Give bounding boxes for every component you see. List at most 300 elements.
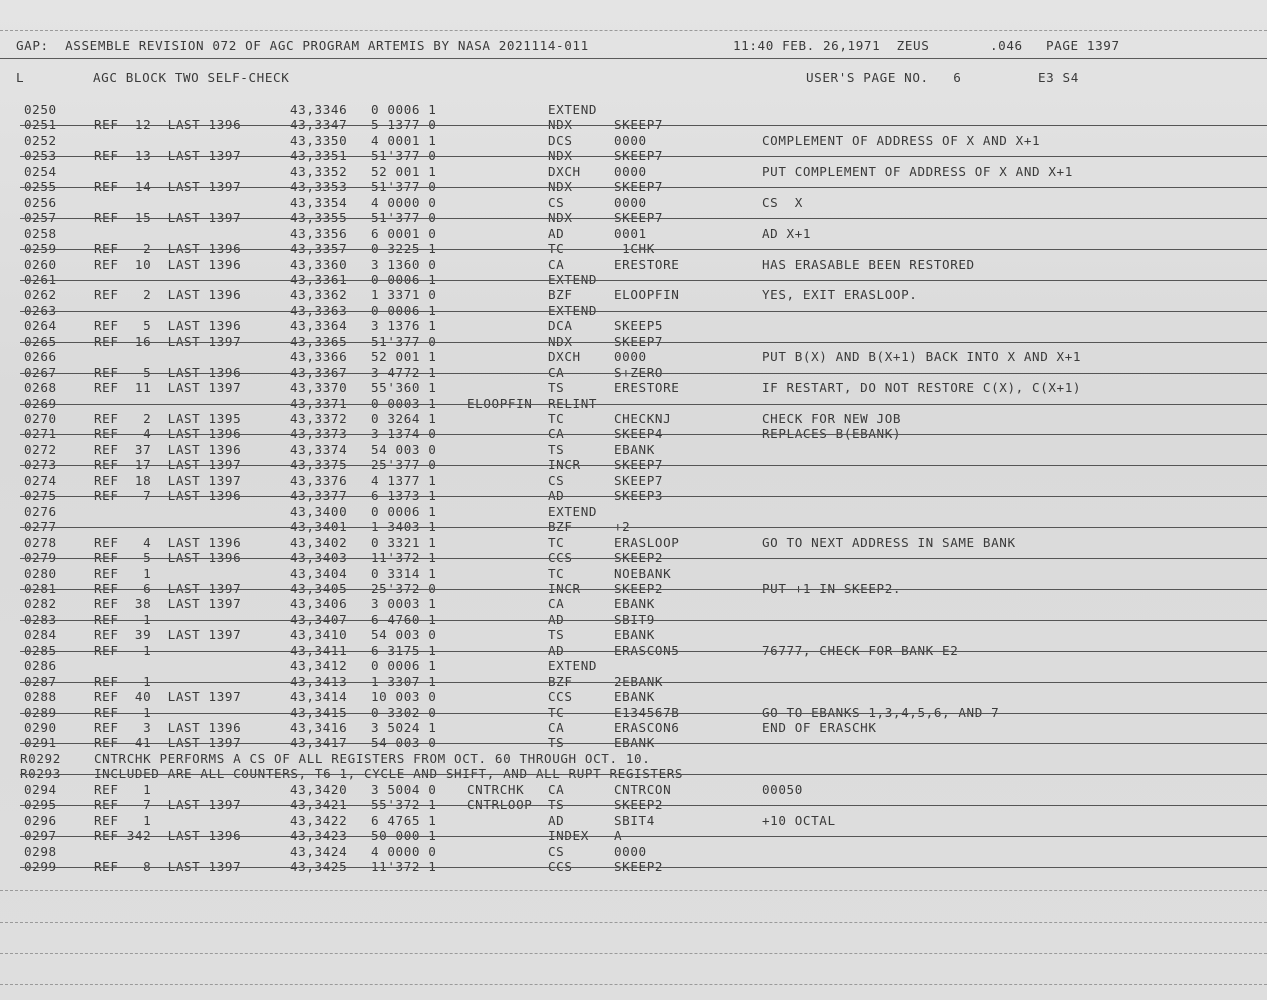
- opcode: EXTEND: [548, 503, 598, 519]
- address: 43,3405: [290, 580, 348, 596]
- comment: CS X: [762, 194, 803, 210]
- operand: 2EBANK: [614, 673, 664, 689]
- listing-row: [0, 844, 1267, 859]
- operand: SKEEP3: [614, 488, 664, 504]
- line-number: 0261: [24, 271, 57, 287]
- strike-rule: [20, 404, 1267, 405]
- line-number: 0280: [24, 565, 57, 581]
- operand: SKEEP2: [614, 797, 664, 813]
- operand: SKEEP7: [614, 457, 664, 473]
- opcode: TC: [548, 411, 565, 426]
- octal-code: 4 0000 0: [371, 194, 437, 210]
- strike-rule: [20, 805, 1267, 806]
- comment: HAS ERASABLE BEEN RESTORED: [762, 256, 975, 272]
- address: 43,3367: [290, 364, 348, 380]
- line-number: 0268: [24, 380, 57, 396]
- opcode: CA: [548, 426, 565, 442]
- operand: 0001: [614, 225, 647, 241]
- opcode: TS: [548, 735, 565, 751]
- line-number: 0294: [24, 781, 57, 797]
- ref-column: REF 1: [94, 704, 152, 720]
- comment: +10 OCTAL: [762, 812, 836, 828]
- listing-row: [0, 117, 1267, 132]
- listing-row: [0, 797, 1267, 812]
- listing-row: [0, 148, 1267, 163]
- address: 43,3360: [290, 256, 348, 272]
- octal-code: 51'377 0: [371, 179, 437, 195]
- opcode: TC: [548, 534, 565, 550]
- address: 43,3350: [290, 132, 348, 148]
- octal-code: 10 003 0: [371, 689, 437, 705]
- octal-code: 0 3225 1: [371, 241, 437, 257]
- listing-row: [0, 488, 1267, 503]
- ref-column: REF 7 LAST 1396: [94, 488, 242, 504]
- octal-code: 0 3302 0: [371, 704, 437, 720]
- line-number: 0297: [24, 828, 57, 844]
- octal-code: 0 3321 1: [371, 534, 437, 550]
- line-number: 0277: [24, 519, 57, 535]
- operand: SKEEP7: [614, 333, 664, 349]
- comment: PUT B(X) AND B(X+1) BACK INTO X AND X+1: [762, 349, 1082, 365]
- octal-code: 3 1374 0: [371, 426, 437, 442]
- form-rule: [0, 58, 1267, 59]
- opcode: CS: [548, 472, 565, 488]
- strike-rule: [20, 249, 1267, 250]
- line-number: R0293: [20, 766, 61, 782]
- line-number: 0257: [24, 210, 57, 226]
- comment: YES, EXIT ERASLOOP.: [762, 287, 918, 303]
- opcode: AD: [548, 488, 565, 504]
- operand: A: [614, 828, 623, 844]
- listing-row: [0, 102, 1267, 117]
- opcode: CCS: [548, 550, 573, 566]
- ref-column: REF 1: [94, 611, 152, 627]
- ref-column: REF 12 LAST 1396: [94, 117, 242, 133]
- listing-row: [0, 828, 1267, 843]
- line-number: 0272: [24, 441, 57, 457]
- opcode: NDX: [548, 148, 573, 164]
- header-listing-flag: L: [16, 70, 25, 85]
- address: 43,3354: [290, 194, 348, 210]
- address: 43,3373: [290, 426, 348, 442]
- line-number: 0281: [24, 580, 57, 596]
- opcode: RELINT: [548, 395, 598, 411]
- line-number: 0288: [24, 689, 57, 705]
- opcode: NDX: [548, 117, 573, 133]
- strike-rule: [20, 496, 1267, 497]
- operand: EBANK: [614, 441, 655, 457]
- address: 43,3346: [290, 102, 348, 117]
- ref-column: REF 14 LAST 1397: [94, 179, 242, 195]
- octal-code: 25'372 0: [371, 580, 437, 596]
- listing-row: [0, 365, 1267, 380]
- address: 43,3353: [290, 179, 348, 195]
- operand: EBANK: [614, 735, 655, 751]
- address: 43,3357: [290, 241, 348, 257]
- address: 43,3425: [290, 859, 348, 875]
- operand: SKEEP7: [614, 148, 664, 164]
- line-number: 0256: [24, 194, 57, 210]
- operand: -1CHK: [614, 241, 655, 257]
- operand: ERASCON5: [614, 642, 680, 658]
- address: 43,3402: [290, 534, 348, 550]
- octal-code: 51'377 0: [371, 210, 437, 226]
- address: 43,3421: [290, 797, 348, 813]
- octal-code: 0 0006 1: [371, 102, 437, 117]
- operand: EBANK: [614, 627, 655, 643]
- octal-code: 54 003 0: [371, 735, 437, 751]
- ref-column: REF 41 LAST 1397: [94, 735, 242, 751]
- line-number: 0274: [24, 472, 57, 488]
- ref-column: REF 2 LAST 1395: [94, 411, 242, 426]
- address: 43,3371: [290, 395, 348, 411]
- line-number: 0266: [24, 349, 57, 365]
- form-rule: [0, 30, 1267, 31]
- opcode: CCS: [548, 689, 573, 705]
- strike-rule: [20, 187, 1267, 188]
- address: 43,3356: [290, 225, 348, 241]
- listing-row: [0, 334, 1267, 349]
- octal-code: 3 1360 0: [371, 256, 437, 272]
- address: 43,3375: [290, 457, 348, 473]
- line-number: 0296: [24, 812, 57, 828]
- ref-column: REF 37 LAST 1396: [94, 441, 242, 457]
- opcode: BZF: [548, 519, 573, 535]
- octal-code: 11'372 1: [371, 550, 437, 566]
- opcode: AD: [548, 225, 565, 241]
- address: 43,3362: [290, 287, 348, 303]
- listing-row: [0, 411, 1267, 426]
- listing-row: [0, 318, 1267, 333]
- line-number: 0289: [24, 704, 57, 720]
- remark-row: [0, 751, 1267, 766]
- line-number: 0285: [24, 642, 57, 658]
- address: 43,3422: [290, 812, 348, 828]
- opcode: EXTEND: [548, 102, 598, 117]
- symbol-label: ELOOPFIN: [467, 395, 533, 411]
- symbol-label: CNTRCHK: [467, 781, 525, 797]
- opcode: TS: [548, 797, 565, 813]
- octal-code: 6 1373 1: [371, 488, 437, 504]
- strike-rule: [20, 620, 1267, 621]
- address: 43,3424: [290, 843, 348, 859]
- listing-row: [0, 133, 1267, 148]
- listing-row: [0, 550, 1267, 565]
- address: 43,3416: [290, 720, 348, 735]
- listing-row: [0, 504, 1267, 519]
- opcode: DCA: [548, 318, 573, 334]
- ref-column: REF 1: [94, 673, 152, 689]
- listing-row: [0, 612, 1267, 627]
- address: 43,3415: [290, 704, 348, 720]
- strike-rule: [20, 836, 1267, 837]
- header-assemble-line: GAP: ASSEMBLE REVISION 072 OF AGC PROGRAM ARTEMIS BY NASA 2021114-011: [16, 38, 589, 53]
- strike-rule: [20, 218, 1267, 219]
- opcode: DXCH: [548, 163, 581, 179]
- operand: SKEEP7: [614, 210, 664, 226]
- operand: E134567B: [614, 704, 680, 720]
- line-number: 0275: [24, 488, 57, 504]
- ref-column: REF 5 LAST 1396: [94, 550, 242, 566]
- listing-row: [0, 457, 1267, 472]
- form-rule: [0, 922, 1267, 923]
- listing-row: [0, 380, 1267, 395]
- line-number: 0252: [24, 132, 57, 148]
- opcode: CS: [548, 843, 565, 859]
- opcode: CS: [548, 194, 565, 210]
- listing-row: [0, 195, 1267, 210]
- remark-text: INCLUDED ARE ALL COUNTERS, T6-1, CYCLE AND SHIFT, AND ALL RUPT REGISTERS: [94, 766, 684, 782]
- ref-column: REF 1: [94, 642, 152, 658]
- address: 43,3401: [290, 519, 348, 535]
- opcode: NDX: [548, 333, 573, 349]
- listing-row: [0, 473, 1267, 488]
- line-number: 0284: [24, 627, 57, 643]
- ref-column: REF 38 LAST 1397: [94, 596, 242, 612]
- listing-row: [0, 241, 1267, 256]
- listing-row: [0, 581, 1267, 596]
- ref-column: REF 18 LAST 1397: [94, 472, 242, 488]
- strike-rule: [20, 867, 1267, 868]
- ref-column: REF 40 LAST 1397: [94, 689, 242, 705]
- listing-row: [0, 596, 1267, 611]
- address: 43,3370: [290, 380, 348, 396]
- ref-column: REF 15 LAST 1397: [94, 210, 242, 226]
- comment: CHECK FOR NEW JOB: [762, 411, 902, 426]
- line-number: R0292: [20, 750, 61, 766]
- opcode: TS: [548, 627, 565, 643]
- strike-rule: [20, 156, 1267, 157]
- ref-column: REF 17 LAST 1397: [94, 457, 242, 473]
- listing-row: [0, 674, 1267, 689]
- listing-row: [0, 396, 1267, 411]
- strike-rule: [20, 743, 1267, 744]
- operand: SKEEP4: [614, 426, 664, 442]
- octal-code: 55'360 1: [371, 380, 437, 396]
- line-number: 0259: [24, 241, 57, 257]
- ref-column: REF 3 LAST 1396: [94, 720, 242, 735]
- strike-rule: [20, 713, 1267, 714]
- line-number: 0254: [24, 163, 57, 179]
- line-number: 0255: [24, 179, 57, 195]
- octal-code: 11'372 1: [371, 859, 437, 875]
- line-number: 0264: [24, 318, 57, 334]
- line-number: 0265: [24, 333, 57, 349]
- octal-code: 52 001 1: [371, 163, 437, 179]
- opcode: TC: [548, 241, 565, 257]
- opcode: CA: [548, 596, 565, 612]
- operand: S+ZERO: [614, 364, 664, 380]
- opcode: INCR: [548, 457, 581, 473]
- line-number: 0295: [24, 797, 57, 813]
- address: 43,3361: [290, 271, 348, 287]
- line-number: 0263: [24, 302, 57, 318]
- operand: CHECKNJ: [614, 411, 672, 426]
- octal-code: 4 1377 1: [371, 472, 437, 488]
- listing-row: [0, 643, 1267, 658]
- ref-column: REF 4 LAST 1396: [94, 534, 242, 550]
- ref-column: REF 5 LAST 1396: [94, 318, 242, 334]
- ref-column: REF 7 LAST 1397: [94, 797, 242, 813]
- octal-code: 54 003 0: [371, 627, 437, 643]
- line-number: 0260: [24, 256, 57, 272]
- opcode: AD: [548, 642, 565, 658]
- operand: 0000: [614, 163, 647, 179]
- line-number: 0258: [24, 225, 57, 241]
- line-number: 0251: [24, 117, 57, 133]
- operand: SKEEP2: [614, 859, 664, 875]
- opcode: BZF: [548, 287, 573, 303]
- address: 43,3417: [290, 735, 348, 751]
- listing-row: [0, 813, 1267, 828]
- line-number: 0287: [24, 673, 57, 689]
- address: 43,3413: [290, 673, 348, 689]
- operand: 0000: [614, 843, 647, 859]
- line-number: 0250: [24, 102, 57, 117]
- operand: SBIT9: [614, 611, 655, 627]
- opcode: NDX: [548, 179, 573, 195]
- strike-rule: [20, 434, 1267, 435]
- remark-text: CNTRCHK PERFORMS A CS OF ALL REGISTERS FROM OCT. 60 THROUGH OCT. 10.: [94, 750, 651, 766]
- header-code: .046: [990, 38, 1023, 53]
- octal-code: 51'377 0: [371, 333, 437, 349]
- opcode: CA: [548, 256, 565, 272]
- operand: SKEEP7: [614, 472, 664, 488]
- comment: REPLACES B(EBANK): [762, 426, 902, 442]
- opcode: CCS: [548, 859, 573, 875]
- address: 43,3374: [290, 441, 348, 457]
- address: 43,3400: [290, 503, 348, 519]
- line-number: 0282: [24, 596, 57, 612]
- opcode: TS: [548, 441, 565, 457]
- address: 43,3351: [290, 148, 348, 164]
- address: 43,3403: [290, 550, 348, 566]
- octal-code: 4 0000 0: [371, 843, 437, 859]
- opcode: CA: [548, 364, 565, 380]
- listing-row: [0, 349, 1267, 364]
- operand: SKEEP2: [614, 580, 664, 596]
- ref-column: REF 11 LAST 1397: [94, 380, 242, 396]
- opcode: CA: [548, 720, 565, 735]
- listing-row: [0, 720, 1267, 735]
- octal-code: 1 3371 0: [371, 287, 437, 303]
- octal-code: 55'372 1: [371, 797, 437, 813]
- operand: ERESTORE: [614, 256, 680, 272]
- operand: 0000: [614, 132, 647, 148]
- listing-row: [0, 272, 1267, 287]
- operand: 0000: [614, 349, 647, 365]
- opcode: TC: [548, 704, 565, 720]
- address: 43,3407: [290, 611, 348, 627]
- address: 43,3364: [290, 318, 348, 334]
- form-rule: [0, 984, 1267, 985]
- opcode: TC: [548, 565, 565, 581]
- opcode: DCS: [548, 132, 573, 148]
- strike-rule: [20, 280, 1267, 281]
- ref-column: REF 39 LAST 1397: [94, 627, 242, 643]
- line-number: 0299: [24, 859, 57, 875]
- octal-code: 0 0006 1: [371, 271, 437, 287]
- strike-rule: [20, 589, 1267, 590]
- ref-column: REF 2 LAST 1396: [94, 287, 242, 303]
- listing-row: [0, 426, 1267, 441]
- line-number: 0298: [24, 843, 57, 859]
- octal-code: 5 1377 0: [371, 117, 437, 133]
- listing-row: [0, 519, 1267, 534]
- listing-row: [0, 735, 1267, 750]
- line-number: 0262: [24, 287, 57, 303]
- octal-code: 0 0006 1: [371, 658, 437, 674]
- remark-row: [0, 766, 1267, 781]
- listing-row: [0, 859, 1267, 874]
- octal-code: 6 4765 1: [371, 812, 437, 828]
- address: 43,3372: [290, 411, 348, 426]
- ref-column: REF 1: [94, 565, 152, 581]
- comment: GO TO NEXT ADDRESS IN SAME BANK: [762, 534, 1016, 550]
- octal-code: 0 3314 1: [371, 565, 437, 581]
- listing-row: [0, 287, 1267, 302]
- strike-rule: [20, 125, 1267, 126]
- form-rule: [0, 890, 1267, 891]
- octal-code: 0 0006 1: [371, 302, 437, 318]
- ref-column: REF 1: [94, 781, 152, 797]
- octal-code: 0 0006 1: [371, 503, 437, 519]
- listing-row: [0, 782, 1267, 797]
- listing-row: [0, 226, 1267, 241]
- ref-column: REF 5 LAST 1396: [94, 364, 242, 380]
- line-number: 0290: [24, 720, 57, 735]
- listing-row: [0, 303, 1267, 318]
- octal-code: 1 3403 1: [371, 519, 437, 535]
- address: 43,3377: [290, 488, 348, 504]
- address: 43,3355: [290, 210, 348, 226]
- opcode: INCR: [548, 580, 581, 596]
- operand: SKEEP7: [614, 179, 664, 195]
- opcode: NDX: [548, 210, 573, 226]
- listing-row: [0, 442, 1267, 457]
- operand: SBIT4: [614, 812, 655, 828]
- comment: 00050: [762, 781, 803, 797]
- octal-code: 6 4760 1: [371, 611, 437, 627]
- ref-column: REF 2 LAST 1396: [94, 241, 242, 257]
- octal-code: 6 3175 1: [371, 642, 437, 658]
- octal-code: 6 0001 0: [371, 225, 437, 241]
- ref-column: REF 6 LAST 1397: [94, 580, 242, 596]
- listing-row: [0, 658, 1267, 673]
- octal-code: 0 0003 1: [371, 395, 437, 411]
- listing-row: [0, 705, 1267, 720]
- listing-row: [0, 164, 1267, 179]
- opcode: BZF: [548, 673, 573, 689]
- listing-row: [0, 627, 1267, 642]
- address: 43,3366: [290, 349, 348, 365]
- comment: AD X+1: [762, 225, 812, 241]
- line-number: 0269: [24, 395, 57, 411]
- octal-code: 3 0003 1: [371, 596, 437, 612]
- strike-rule: [20, 558, 1267, 559]
- octal-code: 50 000 1: [371, 828, 437, 844]
- strike-rule: [20, 465, 1267, 466]
- address: 43,3411: [290, 642, 348, 658]
- comment: PUT +1 IN SKEEP2.: [762, 580, 902, 596]
- form-rule: [0, 953, 1267, 954]
- ref-column: REF 13 LAST 1397: [94, 148, 242, 164]
- octal-code: 52 001 1: [371, 349, 437, 365]
- line-number: 0271: [24, 426, 57, 442]
- comment: PUT COMPLEMENT OF ADDRESS OF X AND X+1: [762, 163, 1073, 179]
- header-page-number: PAGE 1397: [1046, 38, 1120, 53]
- ref-column: REF 10 LAST 1396: [94, 256, 242, 272]
